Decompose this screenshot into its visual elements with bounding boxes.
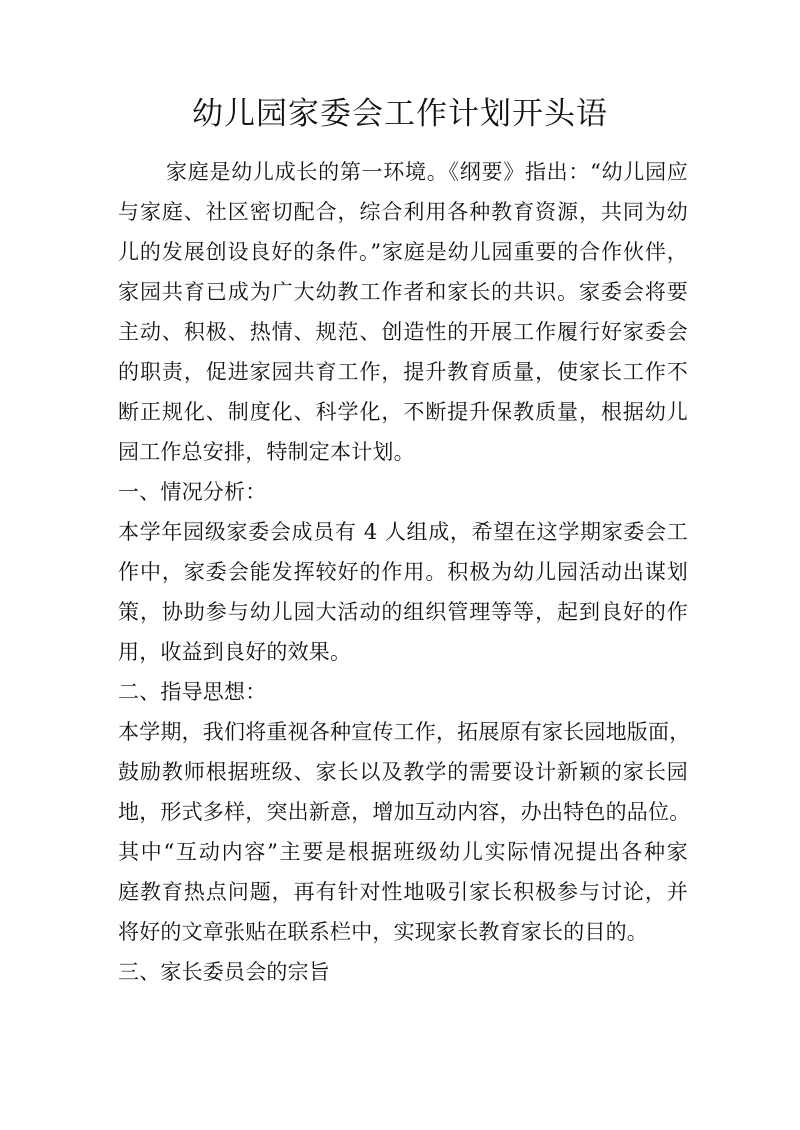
text-line: 庭教育热点问题，再有针对性地吸引家长积极参与讨论，并 xyxy=(118,880,688,904)
text-line: 地，形式多样，突出新意，增加互动内容，办出特色的品位。 xyxy=(118,800,691,824)
text-line: 主动、积极、热情、规范、创造性的开展工作履行好家委会 xyxy=(118,320,688,344)
section-heading-analysis: 一、情况分析： xyxy=(118,480,267,504)
section-heading-purpose: 三、家长委员会的宗旨 xyxy=(118,960,330,984)
text-line: 儿的发展创设良好的条件。”家庭是幼儿园重要的合作伙伴， xyxy=(118,240,688,264)
section-heading-guidance: 二、指导思想： xyxy=(118,680,267,704)
paragraph-guidance xyxy=(118,712,691,952)
text-line: 园工作总安排，特制定本计划。 xyxy=(118,440,415,464)
text-line: 的职责，促进家园共育工作，提升教育质量，使家长工作不 xyxy=(118,360,688,384)
text-line: 家园共育已成为广大幼教工作者和家长的共识。家委会将要 xyxy=(118,280,688,304)
text-line: 本学年园级家委会成员有 4 人组成，希望在这学期家委会工 xyxy=(118,520,688,544)
text-line: 家庭是幼儿成长的第一环境。《纲要》指出：“幼儿园应 xyxy=(166,160,688,184)
text-line: 其中“互动内容”主要是根据班级幼儿实际情况提出各种家 xyxy=(118,840,688,864)
text-line: 将好的文章张贴在联系栏中，实现家长教育家长的目的。 xyxy=(118,920,648,944)
text-line: 作中，家委会能发挥较好的作用。积极为幼儿园活动出谋划 xyxy=(118,560,688,584)
text-line: 断正规化、制度化、科学化，不断提升保教质量，根据幼儿 xyxy=(118,400,688,424)
document-title: 幼儿园家委会工作计划开头语 xyxy=(192,96,608,132)
paragraph-analysis xyxy=(118,512,688,672)
document-body xyxy=(118,152,691,992)
text-line: 鼓励教师根据班级、家长以及教学的需要设计新颖的家长园 xyxy=(118,760,688,784)
text-line: 与家庭、社区密切配合，综合利用各种教育资源，共同为幼 xyxy=(118,200,688,224)
paragraph-intro xyxy=(118,152,688,472)
text-line: 用，收益到良好的效果。 xyxy=(118,640,352,664)
text-line: 本学期，我们将重视各种宣传工作，拓展原有家长园地版面， xyxy=(118,720,691,744)
text-line: 策，协助参与幼儿园大活动的组织管理等等，起到良好的作 xyxy=(118,600,688,624)
